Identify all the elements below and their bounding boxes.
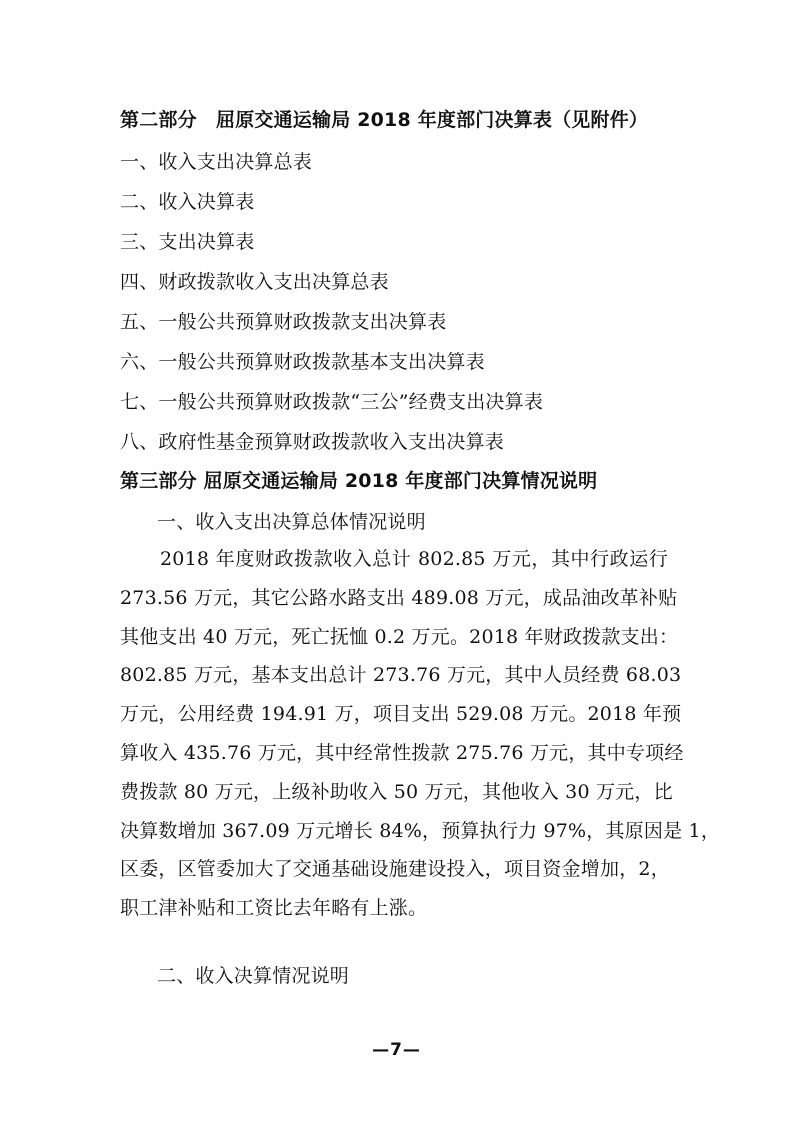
paragraph-line-6: 算收入 435.76 万元，其中经常性拨款 275.76 万元，其中专项经: [120, 742, 684, 764]
section2-title: 二、收入决算情况说明: [157, 965, 350, 987]
part2-item-1: 一、收入支出决算总表: [120, 151, 313, 173]
paragraph-line-9: 区委，区管委加大了交通基础设施建设投入，项目资金增加，2，: [120, 858, 670, 880]
paragraph-line-3: 其他支出 40 万元，死亡抚恤 0.2 万元。2018 年财政拨款支出：: [120, 626, 679, 648]
paragraph-line-8: 决算数增加 367.09 万元增长 84%，预算执行力 97%，其原因是 1，: [120, 820, 721, 842]
part2-item-8: 八、政府性基金预算财政拨款收入支出决算表: [120, 431, 505, 453]
part2-item-3: 三、支出决算表: [120, 231, 255, 253]
paragraph-line-4: 802.85 万元，基本支出总计 273.76 万元，其中人员经费 68.03: [120, 664, 682, 686]
part2-item-4: 四、财政拨款收入支出决算总表: [120, 271, 389, 293]
part2-item-2: 二、收入决算表: [120, 191, 255, 213]
page-number: —7—: [372, 1040, 421, 1060]
section1-title: 一、收入支出决算总体情况说明: [157, 511, 426, 533]
paragraph-line-5: 万元，公用经费 194.91 万，项目支出 529.08 万元。2018 年预: [120, 703, 682, 725]
paragraph-line-7: 费拨款 80 万元，上级补助收入 50 万元，其他收入 30 万元，比: [120, 781, 673, 803]
paragraph-line-2: 273.56 万元，其它公路水路支出 489.08 万元，成品油改革补贴: [120, 587, 678, 609]
part2-item-7: 七、一般公共预算财政拨款“三公”经费支出决算表: [120, 391, 544, 413]
part2-item-6: 六、一般公共预算财政拨款基本支出决算表: [120, 351, 485, 373]
part2-heading: 第二部分 屈原交通运输局 2018 年度部门决算表（见附件）: [120, 109, 649, 131]
paragraph-line-1: 2018 年度财政拨款收入总计 802.85 万元，其中行政运行: [160, 548, 668, 570]
part2-item-5: 五、一般公共预算财政拨款支出决算表: [120, 311, 447, 333]
paragraph-line-10: 职工津补贴和工资比去年略有上涨。: [120, 897, 428, 919]
part3-heading: 第三部分 屈原交通运输局 2018 年度部门决算情况说明: [120, 470, 598, 492]
